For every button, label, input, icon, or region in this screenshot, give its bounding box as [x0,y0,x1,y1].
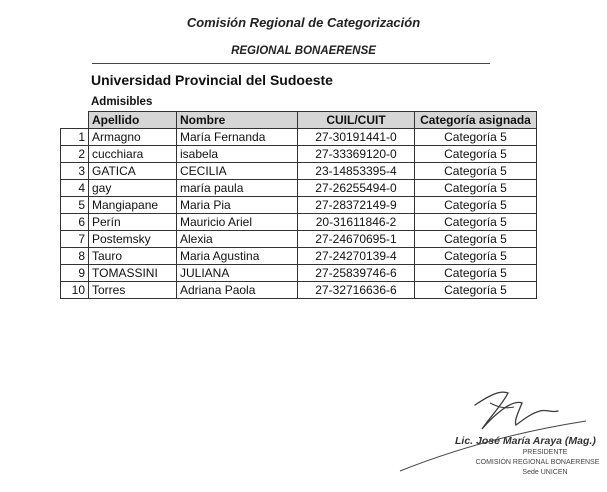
cell-nombre: maría paula [177,180,298,197]
university-name: Universidad Provincial del Sudoeste [91,72,333,88]
document-subtitle: REGIONAL BONAERENSE [231,45,376,57]
cell-apellido: Tauro [89,248,177,265]
cell-categoria: Categoría 5 [415,197,537,214]
table-row [61,231,537,248]
row-number: 9 [61,265,89,282]
cell-apellido: gay [89,180,177,197]
cell-apellido: cucchiara [89,146,177,163]
cell-cuil: 27-24270139-4 [298,248,415,265]
cell-nombre: Alexia [177,231,298,248]
row-number: 6 [61,214,89,231]
cell-cuil: 27-30191441-0 [298,129,415,146]
cell-categoria: Categoría 5 [415,214,537,231]
table-row [61,248,537,265]
table-row [61,180,537,197]
cell-nombre: Mauricio Ariel [177,214,298,231]
cell-cuil: 27-25839746-6 [298,265,415,282]
row-number: 10 [61,282,89,299]
header-divider [92,63,490,64]
table-row [61,197,537,214]
cell-nombre: Adriana Paola [177,282,298,299]
section-label: Admisibles [91,96,153,108]
cell-nombre: Maria Pia [177,197,298,214]
cell-categoria: Categoría 5 [415,265,537,282]
row-number: 4 [61,180,89,197]
cell-apellido: Torres [89,282,177,299]
signatory-role: PRESIDENTE [522,449,568,456]
table-row [61,282,537,299]
document-title: Comisión Regional de Categorización [186,15,421,30]
table-row [61,129,537,146]
signatory-organization: COMISIÓN REGIONAL BONAERENSE [475,459,600,466]
row-number: 3 [61,163,89,180]
cell-apellido: Armagno [89,129,177,146]
table-row [61,265,537,282]
cell-apellido: Mangiapane [89,197,177,214]
cell-cuil: 23-14853395-4 [298,163,415,180]
row-number: 7 [61,231,89,248]
cell-cuil: 20-31611846-2 [298,214,415,231]
cell-categoria: Categoría 5 [415,248,537,265]
table-row [61,214,537,231]
cell-categoria: Categoría 5 [415,282,537,299]
cell-cuil: 27-28372149-9 [298,197,415,214]
cell-nombre: Maria Agustina [177,248,298,265]
cell-nombre: isabela [177,146,298,163]
cell-nombre: María Fernanda [177,129,298,146]
table-row [61,163,537,180]
cell-categoria: Categoría 5 [415,180,537,197]
cell-cuil: 27-24670695-1 [298,231,415,248]
admissibles-table [60,111,537,299]
row-number: 8 [61,248,89,265]
table-header-row [61,112,537,129]
cell-categoria: Categoría 5 [415,231,537,248]
signatory-name: Lic. José María Araya (Mag.) [455,435,596,447]
cell-cuil: 27-33369120-0 [298,146,415,163]
cell-apellido: Perín [89,214,177,231]
cell-nombre: CECILIA [177,163,298,180]
column-header-categoria: Categoría asignada [415,112,537,129]
row-number: 5 [61,197,89,214]
column-header-number [61,112,89,129]
cell-nombre: JULIANA [177,265,298,282]
cell-categoria: Categoría 5 [415,163,537,180]
column-header-apellido: Apellido [89,112,177,129]
cell-cuil: 27-32716636-6 [298,282,415,299]
row-number: 1 [61,129,89,146]
cell-apellido: TOMASSINI [89,265,177,282]
cell-categoria: Categoría 5 [415,146,537,163]
cell-cuil: 27-26255494-0 [298,180,415,197]
cell-apellido: GATICA [89,163,177,180]
signatory-seat: Sede UNICEN [522,469,568,476]
table-row [61,146,537,163]
cell-categoria: Categoría 5 [415,129,537,146]
row-number: 2 [61,146,89,163]
column-header-cuil: CUIL/CUIT [298,112,415,129]
cell-apellido: Postemsky [89,231,177,248]
column-header-nombre: Nombre [177,112,298,129]
